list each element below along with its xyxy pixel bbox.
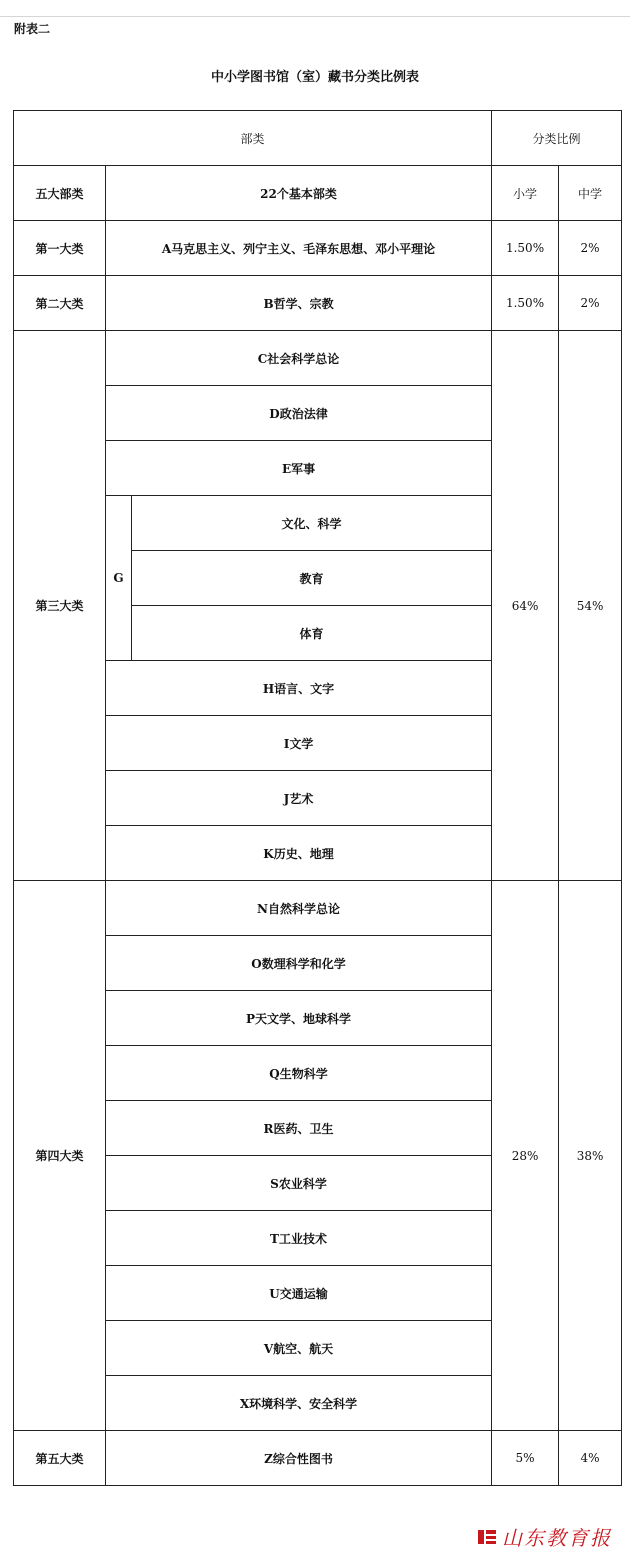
header-primary: 小学 <box>492 166 559 221</box>
table-row <box>14 881 622 936</box>
table-row <box>14 221 622 276</box>
secondary-ratio: 54% <box>559 331 622 881</box>
header-category: 部类 <box>14 111 492 166</box>
category-item: H语言、文字 <box>106 661 492 716</box>
primary-ratio: 1.50% <box>492 221 559 276</box>
category-item: J艺术 <box>106 771 492 826</box>
category-item: S农业科学 <box>106 1156 492 1211</box>
header-row-2 <box>14 166 622 221</box>
secondary-ratio: 2% <box>559 276 622 331</box>
primary-ratio: 28% <box>492 881 559 1431</box>
category-item: R医药、卫生 <box>106 1101 492 1156</box>
group-name: 第三大类 <box>14 331 106 881</box>
group-name: 第五大类 <box>14 1431 106 1486</box>
table-row <box>14 331 622 386</box>
watermark-text: 山东教育报 <box>502 1526 612 1550</box>
g-subitem: 教育 <box>132 551 492 606</box>
category-item: Z综合性图书 <box>106 1431 492 1486</box>
category-item: I文学 <box>106 716 492 771</box>
category-item: U交通运输 <box>106 1266 492 1321</box>
category-item: P天文学、地球科学 <box>106 991 492 1046</box>
secondary-ratio: 2% <box>559 221 622 276</box>
table-row <box>14 1431 622 1486</box>
table-row <box>14 276 622 331</box>
header-ratio: 分类比例 <box>492 111 622 166</box>
group-name: 第四大类 <box>14 881 106 1431</box>
category-item: V航空、航天 <box>106 1321 492 1376</box>
primary-ratio: 64% <box>492 331 559 881</box>
category-item: X环境科学、安全科学 <box>106 1376 492 1431</box>
g-label: G <box>106 496 132 661</box>
watermark <box>476 1522 612 1551</box>
top-divider <box>0 16 630 17</box>
g-subitem: 体育 <box>132 606 492 661</box>
appendix-label: 附表二 <box>14 22 51 36</box>
table-title: 中小学图书馆（室）藏书分类比例表 <box>210 70 419 85</box>
header-row-1 <box>14 111 622 166</box>
group-name: 第一大类 <box>14 221 106 276</box>
header-secondary: 中学 <box>559 166 622 221</box>
category-item: C社会科学总论 <box>106 331 492 386</box>
header-five-major: 五大部类 <box>14 166 106 221</box>
category-item: E军事 <box>106 441 492 496</box>
category-item: D政治法律 <box>106 386 492 441</box>
header-basic-22: 22个基本部类 <box>106 166 492 221</box>
category-item: O数理科学和化学 <box>106 936 492 991</box>
category-item: A马克思主义、列宁主义、毛泽东思想、邓小平理论 <box>106 221 492 276</box>
g-subitem: 文化、科学 <box>132 496 492 551</box>
category-item: Q生物科学 <box>106 1046 492 1101</box>
category-item: B哲学、宗教 <box>106 276 492 331</box>
primary-ratio: 1.50% <box>492 276 559 331</box>
newspaper-logo-icon <box>476 1526 498 1548</box>
classification-table <box>13 110 622 1486</box>
category-item: K历史、地理 <box>106 826 492 881</box>
secondary-ratio: 38% <box>559 881 622 1431</box>
group-name: 第二大类 <box>14 276 106 331</box>
primary-ratio: 5% <box>492 1431 559 1486</box>
secondary-ratio: 4% <box>559 1431 622 1486</box>
category-item: T工业技术 <box>106 1211 492 1266</box>
category-item: N自然科学总论 <box>106 881 492 936</box>
